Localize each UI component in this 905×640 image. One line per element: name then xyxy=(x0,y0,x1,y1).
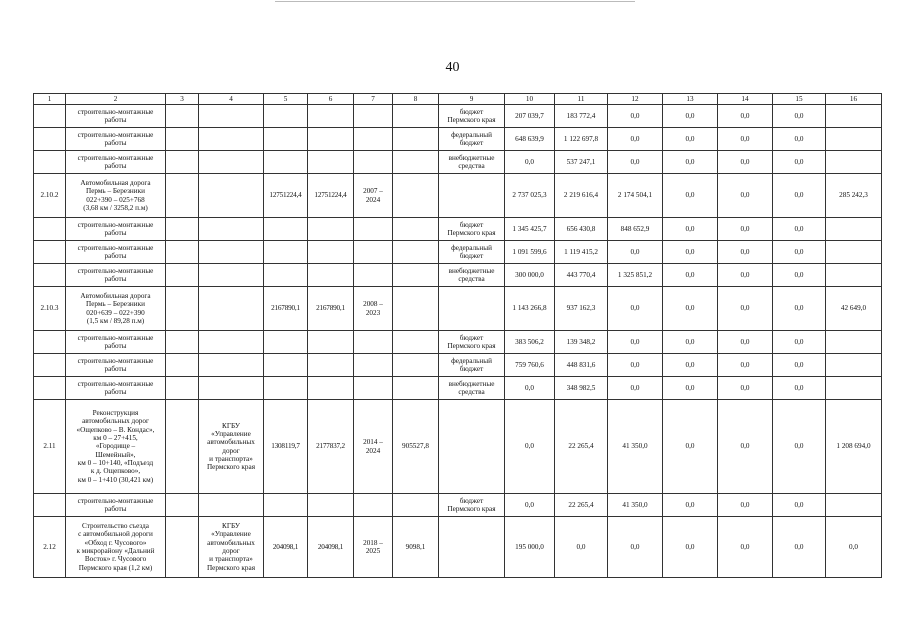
table-cell: 848 652,9 xyxy=(608,218,663,241)
table-cell xyxy=(826,128,882,151)
table-cell xyxy=(264,494,308,517)
table-cell: 0,0 xyxy=(773,377,826,400)
table-cell xyxy=(308,105,354,128)
table-cell: 12751224,4 xyxy=(264,174,308,218)
table-cell xyxy=(826,331,882,354)
header-cell: 15 xyxy=(773,94,826,105)
table-cell: 759 760,6 xyxy=(505,354,555,377)
table-cell xyxy=(166,264,199,287)
table-cell xyxy=(199,494,264,517)
table-cell xyxy=(199,105,264,128)
table-cell xyxy=(199,377,264,400)
table-cell xyxy=(199,331,264,354)
table-row xyxy=(34,331,882,354)
table-cell: 0,0 xyxy=(773,174,826,218)
table-cell: 2.10.3 xyxy=(34,287,66,331)
table-cell xyxy=(34,494,66,517)
table-cell xyxy=(264,377,308,400)
table-cell: 12751224,4 xyxy=(308,174,354,218)
table-cell xyxy=(308,377,354,400)
table-cell: 0,0 xyxy=(718,287,773,331)
table-cell xyxy=(826,354,882,377)
table-cell xyxy=(166,241,199,264)
header-cell: 9 xyxy=(439,94,505,105)
table-cell: 0,0 xyxy=(773,517,826,578)
table-cell xyxy=(308,218,354,241)
table-cell xyxy=(166,174,199,218)
header-cell: 5 xyxy=(264,94,308,105)
table-cell xyxy=(354,218,393,241)
table-cell xyxy=(308,241,354,264)
table-cell: 0,0 xyxy=(718,400,773,494)
table-cell: Автомобильная дорога Пермь – Березники 022+390 – 025+768 (3,68 км / 3258,2 п.м) xyxy=(66,174,166,218)
table-cell: 1 208 694,0 xyxy=(826,400,882,494)
table-cell: КГБУ «Управление автомобильных дорог и транспорта» Пермского края xyxy=(199,400,264,494)
table-cell: внебюджетные средства xyxy=(439,151,505,174)
table-cell: бюджет Пермского края xyxy=(439,494,505,517)
table-cell: 204098,1 xyxy=(308,517,354,578)
table-cell: 2167890,1 xyxy=(264,287,308,331)
table-cell: 937 162,3 xyxy=(555,287,608,331)
top-rule xyxy=(275,1,635,2)
table-cell xyxy=(826,105,882,128)
table-cell xyxy=(199,264,264,287)
table-cell xyxy=(308,331,354,354)
table-cell: строительно-монтажные работы xyxy=(66,151,166,174)
table-cell: 648 639,9 xyxy=(505,128,555,151)
table-cell xyxy=(199,128,264,151)
table-cell xyxy=(264,128,308,151)
table-row xyxy=(34,151,882,174)
table-cell: 2.12 xyxy=(34,517,66,578)
table-cell xyxy=(199,287,264,331)
header-cell: 13 xyxy=(663,94,718,105)
table-cell: внебюджетные средства xyxy=(439,264,505,287)
table-cell: строительно-монтажные работы xyxy=(66,331,166,354)
table-cell: 0,0 xyxy=(773,494,826,517)
table-cell xyxy=(264,105,308,128)
table-cell xyxy=(34,331,66,354)
table-cell: 0,0 xyxy=(718,151,773,174)
table-cell xyxy=(393,377,439,400)
table-cell xyxy=(34,128,66,151)
table-cell xyxy=(34,241,66,264)
table-cell: 0,0 xyxy=(505,377,555,400)
table-cell: 0,0 xyxy=(663,241,718,264)
table-row xyxy=(34,241,882,264)
table-cell: строительно-монтажные работы xyxy=(66,494,166,517)
table-cell xyxy=(166,218,199,241)
table-cell: 0,0 xyxy=(505,494,555,517)
table-cell xyxy=(393,128,439,151)
table-cell xyxy=(308,151,354,174)
table-cell: бюджет Пермского края xyxy=(439,331,505,354)
table-cell: 443 770,4 xyxy=(555,264,608,287)
table-cell xyxy=(199,151,264,174)
table-cell: 183 772,4 xyxy=(555,105,608,128)
table-row xyxy=(34,105,882,128)
table-cell: федеральный бюджет xyxy=(439,241,505,264)
table-cell xyxy=(166,287,199,331)
table-cell: 2008 – 2023 xyxy=(354,287,393,331)
table-cell xyxy=(264,331,308,354)
table-cell: 0,0 xyxy=(608,377,663,400)
header-cell: 14 xyxy=(718,94,773,105)
table-cell xyxy=(354,331,393,354)
table-cell: 0,0 xyxy=(663,400,718,494)
table-cell: 0,0 xyxy=(718,218,773,241)
table-cell: 0,0 xyxy=(663,494,718,517)
table-cell xyxy=(393,331,439,354)
table-cell xyxy=(354,105,393,128)
table-row xyxy=(34,354,882,377)
table-row xyxy=(34,400,882,494)
table-cell: 0,0 xyxy=(663,218,718,241)
table-cell: 0,0 xyxy=(608,151,663,174)
table-cell xyxy=(826,151,882,174)
table-cell xyxy=(308,264,354,287)
table-cell: 195 000,0 xyxy=(505,517,555,578)
table-cell: 0,0 xyxy=(608,241,663,264)
header-cell: 6 xyxy=(308,94,354,105)
table-cell: 448 831,6 xyxy=(555,354,608,377)
table-cell: 22 265,4 xyxy=(555,494,608,517)
table-cell xyxy=(264,151,308,174)
table-cell: 2014 – 2024 xyxy=(354,400,393,494)
table-cell: 300 000,0 xyxy=(505,264,555,287)
table-cell: 0,0 xyxy=(663,128,718,151)
table-cell: 0,0 xyxy=(718,354,773,377)
table-cell xyxy=(393,218,439,241)
table-cell xyxy=(354,377,393,400)
header-row xyxy=(34,94,882,105)
table-row xyxy=(34,128,882,151)
table-cell: 9098,1 xyxy=(393,517,439,578)
table-cell xyxy=(354,354,393,377)
table-body xyxy=(34,94,882,578)
table-cell: федеральный бюджет xyxy=(439,354,505,377)
table-cell xyxy=(34,105,66,128)
table-cell: строительно-монтажные работы xyxy=(66,218,166,241)
table-cell xyxy=(166,331,199,354)
table-cell xyxy=(264,264,308,287)
table-cell xyxy=(264,218,308,241)
table-cell: строительно-монтажные работы xyxy=(66,105,166,128)
table-row xyxy=(34,264,882,287)
table-row xyxy=(34,174,882,218)
table-cell xyxy=(166,151,199,174)
table-cell: 0,0 xyxy=(663,354,718,377)
table-cell: 204098,1 xyxy=(264,517,308,578)
header-cell: 7 xyxy=(354,94,393,105)
table-cell: 2 737 025,3 xyxy=(505,174,555,218)
table-cell xyxy=(264,241,308,264)
table-cell xyxy=(826,218,882,241)
table-row xyxy=(34,377,882,400)
table-cell: 0,0 xyxy=(773,400,826,494)
table-cell xyxy=(439,287,505,331)
table-cell: внебюджетные средства xyxy=(439,377,505,400)
table-cell xyxy=(354,128,393,151)
table-cell: 2.11 xyxy=(34,400,66,494)
table-cell: 0,0 xyxy=(718,377,773,400)
table-cell xyxy=(354,241,393,264)
table-cell: 0,0 xyxy=(608,105,663,128)
table-cell: 1308119,7 xyxy=(264,400,308,494)
table-row xyxy=(34,287,882,331)
table-cell: 0,0 xyxy=(663,264,718,287)
table-cell: 0,0 xyxy=(773,151,826,174)
table-cell: строительно-монтажные работы xyxy=(66,264,166,287)
table-cell: 22 265,4 xyxy=(555,400,608,494)
table-cell: 0,0 xyxy=(773,241,826,264)
table-cell: 0,0 xyxy=(663,287,718,331)
table-cell: строительно-монтажные работы xyxy=(66,241,166,264)
table-cell: 2167890,1 xyxy=(308,287,354,331)
table-cell xyxy=(166,400,199,494)
table-cell xyxy=(199,174,264,218)
table-cell: 0,0 xyxy=(663,105,718,128)
table-cell xyxy=(34,151,66,174)
table-row xyxy=(34,494,882,517)
table-cell: 0,0 xyxy=(663,517,718,578)
table-cell xyxy=(166,494,199,517)
table-cell: 905527,8 xyxy=(393,400,439,494)
table-cell: 0,0 xyxy=(555,517,608,578)
table-cell: 0,0 xyxy=(663,151,718,174)
table-cell: 0,0 xyxy=(663,377,718,400)
table-cell xyxy=(393,494,439,517)
table-cell xyxy=(308,354,354,377)
header-cell: 2 xyxy=(66,94,166,105)
table-cell: 2018 – 2025 xyxy=(354,517,393,578)
table-cell: 41 350,0 xyxy=(608,494,663,517)
table-cell: 0,0 xyxy=(608,128,663,151)
table-cell: 139 348,2 xyxy=(555,331,608,354)
table-cell: 2 219 616,4 xyxy=(555,174,608,218)
table-cell xyxy=(826,241,882,264)
table-cell: КГБУ «Управление автомобильных дорог и транспорта» Пермского края xyxy=(199,517,264,578)
table-cell: федеральный бюджет xyxy=(439,128,505,151)
header-cell: 11 xyxy=(555,94,608,105)
table-cell: 0,0 xyxy=(773,264,826,287)
table-cell: 0,0 xyxy=(663,174,718,218)
table-cell: 1 143 266,8 xyxy=(505,287,555,331)
table-cell: 1 122 697,8 xyxy=(555,128,608,151)
table-cell: 0,0 xyxy=(773,287,826,331)
table-cell: 0,0 xyxy=(718,241,773,264)
table-cell: 0,0 xyxy=(718,174,773,218)
table-cell xyxy=(354,494,393,517)
table-row xyxy=(34,517,882,578)
table-cell xyxy=(166,377,199,400)
table-cell: 0,0 xyxy=(718,264,773,287)
table-cell xyxy=(199,241,264,264)
table-cell xyxy=(826,494,882,517)
table-cell: 2 174 504,1 xyxy=(608,174,663,218)
table-cell xyxy=(354,264,393,287)
table-cell: 0,0 xyxy=(826,517,882,578)
table-cell: 1 345 425,7 xyxy=(505,218,555,241)
header-cell: 12 xyxy=(608,94,663,105)
table-cell: 0,0 xyxy=(608,354,663,377)
page-number: 40 xyxy=(445,60,460,75)
table-cell: 0,0 xyxy=(773,331,826,354)
table-cell: 2.10.2 xyxy=(34,174,66,218)
table-cell xyxy=(308,128,354,151)
table-cell: 348 982,5 xyxy=(555,377,608,400)
data-table xyxy=(33,93,882,578)
table-cell: Автомобильная дорога Пермь – Березники 020+639 – 022+390 (1,5 км / 89,28 п.м) xyxy=(66,287,166,331)
table-cell: строительно-монтажные работы xyxy=(66,354,166,377)
table-cell: 0,0 xyxy=(663,331,718,354)
table-cell: 0,0 xyxy=(505,400,555,494)
table-cell: 0,0 xyxy=(773,128,826,151)
table-cell: Строительство съезда с автомобильной дороги «Обход г. Чусового» к микрорайону «Дальний Восток» г. Чусового Пермского края (1,2 км) xyxy=(66,517,166,578)
table-cell xyxy=(393,287,439,331)
header-cell: 16 xyxy=(826,94,882,105)
table-cell xyxy=(308,494,354,517)
table-cell xyxy=(393,105,439,128)
table-cell: 207 039,7 xyxy=(505,105,555,128)
table-cell xyxy=(264,354,308,377)
table-cell: 537 247,1 xyxy=(555,151,608,174)
table-cell: Реконструкция автомобильных дорог «Ощепково – В. Кондас», км 0 – 27+415, «Городище – Шемейный», км 0 – 10+140, «Подъезд к д. Ощепково», км 0 – 1+410 (30,421 км) xyxy=(66,400,166,494)
header-cell: 8 xyxy=(393,94,439,105)
table-cell xyxy=(826,264,882,287)
table-row xyxy=(34,218,882,241)
table-cell: бюджет Пермского края xyxy=(439,105,505,128)
table-cell: 0,0 xyxy=(718,331,773,354)
table-cell xyxy=(34,264,66,287)
table-cell: 42 649,0 xyxy=(826,287,882,331)
table-cell xyxy=(34,377,66,400)
table-cell xyxy=(34,354,66,377)
table-cell: 1 325 851,2 xyxy=(608,264,663,287)
table-cell: 0,0 xyxy=(608,517,663,578)
table-cell: 0,0 xyxy=(773,354,826,377)
table-cell xyxy=(393,151,439,174)
header-cell: 1 xyxy=(34,94,66,105)
table-cell: 0,0 xyxy=(718,494,773,517)
table-cell: 0,0 xyxy=(718,517,773,578)
header-cell: 3 xyxy=(166,94,199,105)
table-cell: строительно-монтажные работы xyxy=(66,128,166,151)
table-cell xyxy=(199,354,264,377)
table-cell: 2007 – 2024 xyxy=(354,174,393,218)
table-cell: 1 091 599,6 xyxy=(505,241,555,264)
table-cell xyxy=(393,264,439,287)
table-cell: 0,0 xyxy=(773,105,826,128)
table-cell: бюджет Пермского края xyxy=(439,218,505,241)
table-cell: 285 242,3 xyxy=(826,174,882,218)
table-cell: 2177837,2 xyxy=(308,400,354,494)
table-cell: 0,0 xyxy=(718,128,773,151)
header-cell: 4 xyxy=(199,94,264,105)
table-cell xyxy=(439,174,505,218)
table-cell: 0,0 xyxy=(608,331,663,354)
table-cell xyxy=(354,151,393,174)
header-cell: 10 xyxy=(505,94,555,105)
table-cell xyxy=(393,241,439,264)
table-cell: 0,0 xyxy=(608,287,663,331)
table-cell: 1 119 415,2 xyxy=(555,241,608,264)
table-cell: 0,0 xyxy=(505,151,555,174)
table-cell: 383 506,2 xyxy=(505,331,555,354)
table-cell xyxy=(393,354,439,377)
table-cell: 41 350,0 xyxy=(608,400,663,494)
table-cell xyxy=(166,517,199,578)
table-cell: 0,0 xyxy=(718,105,773,128)
table-cell xyxy=(166,105,199,128)
table-cell: 0,0 xyxy=(773,218,826,241)
table-cell xyxy=(34,218,66,241)
table-cell xyxy=(166,354,199,377)
table-cell xyxy=(199,218,264,241)
table-cell: строительно-монтажные работы xyxy=(66,377,166,400)
table-cell xyxy=(439,517,505,578)
table-cell xyxy=(393,174,439,218)
table-cell xyxy=(166,128,199,151)
table-cell xyxy=(826,377,882,400)
table-cell xyxy=(439,400,505,494)
table-cell: 656 430,8 xyxy=(555,218,608,241)
